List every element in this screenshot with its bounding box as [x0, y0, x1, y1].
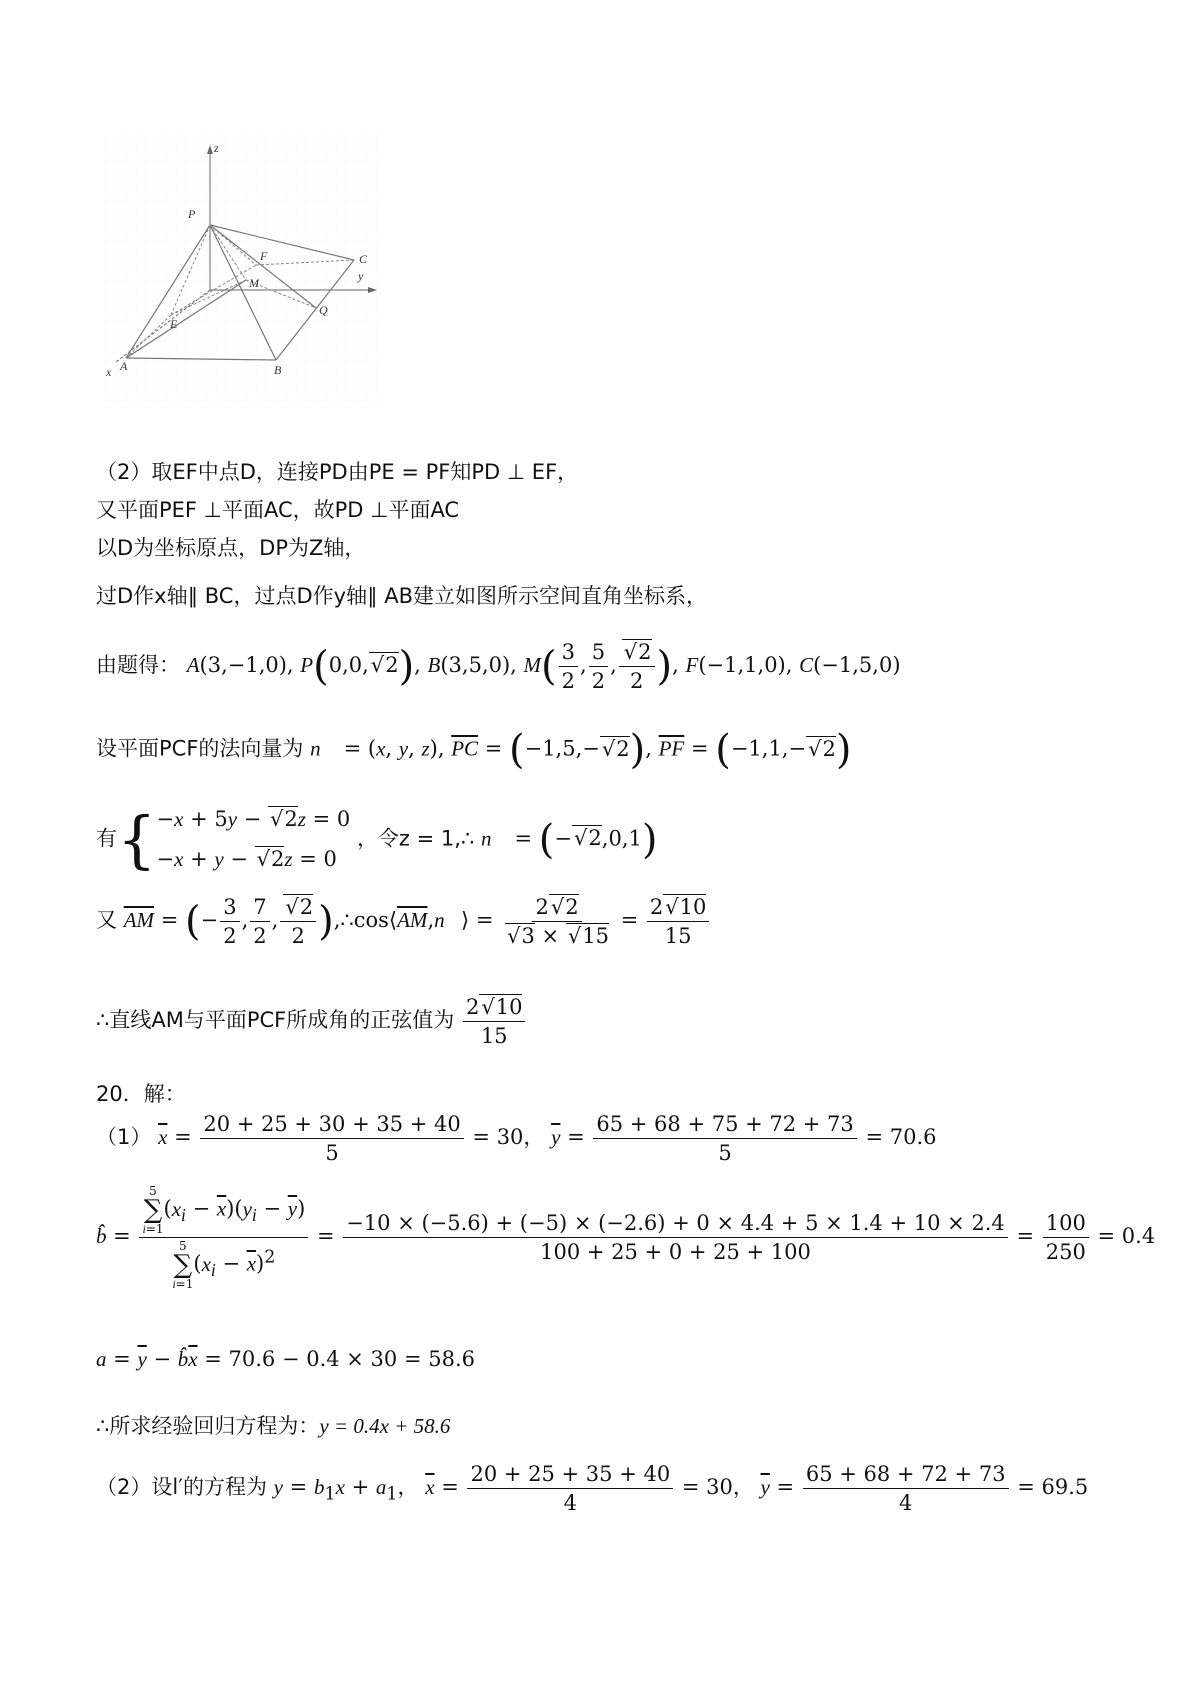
label-e: E: [170, 317, 178, 331]
figure: [96, 130, 386, 405]
means-line: （1） $\overline{x}$ = $\frac{20 + 25 + 30 + 35 + 40}{5}$ = 30， $\overline{y}$ = $\frac{65 + 68 + 75 + 72 + 73}{5}$ = 70.6: [96, 1112, 937, 1166]
coordinates-line: 由题得： A(3,−1,0), P(0,0, √ 2), B(3,5,0), M( $\frac{3}{2}$ , $\frac{5}{2}$ , √ $\frac{2}{2}$ ), F(−1,1,0), C(−1,5,0): [96, 640, 901, 693]
part2-line2: 又平面PEF ⊥平面AC，故PD ⊥平面AC: [96, 498, 460, 522]
label-a: A: [120, 359, 128, 373]
label-p: P: [188, 207, 196, 221]
label-f: F: [260, 249, 268, 263]
label-x: x: [106, 365, 112, 379]
label-y: y: [358, 269, 364, 283]
coordinate-figure: [96, 130, 386, 405]
q20-head: 20．解：: [96, 1082, 186, 1106]
slope-line: b̂ = 5 ∑ i=1 $(x_i - \overline{x})(y_i - \overline{y})$ 5 ∑ i=1 $(x_i - \overline{x})^2$ = $\frac{-10 \times (-5.6) + (-5) \times (-2.6) + 0 \times 4.4 + 5 \times 1.4 + 10 \times 2.4}{100 + 25 + 0 + 25 + 100}$ = $\frac{100}{250}$ = 0.4: [96, 1184, 1156, 1291]
part2-line3: 以D为坐标原点，DP为Z轴，: [96, 536, 366, 560]
intercept-line: $a = \overline{y}$ − $b̂\overline{x} = 70.6 - 0.4 \times 30 = 58.6$: [96, 1347, 475, 1371]
sine-line: ∴直线AM与平面PCF所成角的正弦值为 $\frac{2 √ 10}{15}$: [96, 995, 527, 1048]
part2-line1: （2）取EF中点D，连接PD由PE = PF知PD ⊥ EF，: [96, 460, 579, 484]
part2-regression-line: （2）设l′的方程为 $y = b_1x + a_1$， $\overline{x}$ = $\frac{20 + 25 + 35 + 40}{4}$ = 30， $\overline{y}$ = $\frac{65 + 68 + 72 + 73}{4}$ = 69.5: [96, 1462, 1089, 1516]
label-q: Q: [319, 303, 328, 317]
label-m: M: [249, 276, 259, 290]
normal-vector-line: 设平面PCF的法向量为 n⃗ = (x, y, z), $\overline{PC} = (-1,5,-$ √ 2), $\overline{PF} = (-1,1,-$ √ 2): [96, 730, 851, 770]
regression-conclusion: ∴所求经验回归方程为：y = 0.4x + 58.6: [96, 1414, 451, 1438]
label-c: C: [359, 252, 368, 266]
part2-line4: 过D作x轴∥ BC，过点D作y轴∥ AB建立如图所示空间直角坐标系，: [96, 584, 708, 608]
am-vector-line: 又 $\overline{AM}$ = (− $\frac{3}{2}$ , $\frac{7}{2}$ , √ $\frac{2}{2}$ )$,\therefore\cos⟨\overline{AM},n⃗⟩$ = 2 √ 2 √ 3 × √ 15 = $\frac{2 √ 10}{15}$: [96, 895, 711, 948]
label-z: z: [214, 141, 219, 155]
label-b: B: [274, 363, 282, 377]
system-line: 有{ −x + 5y − √ 2z = 0 −x + y − √ 2z = 0 ，令z = 1,∴ n⃗ = (− √ 2,0,1): [96, 800, 657, 880]
